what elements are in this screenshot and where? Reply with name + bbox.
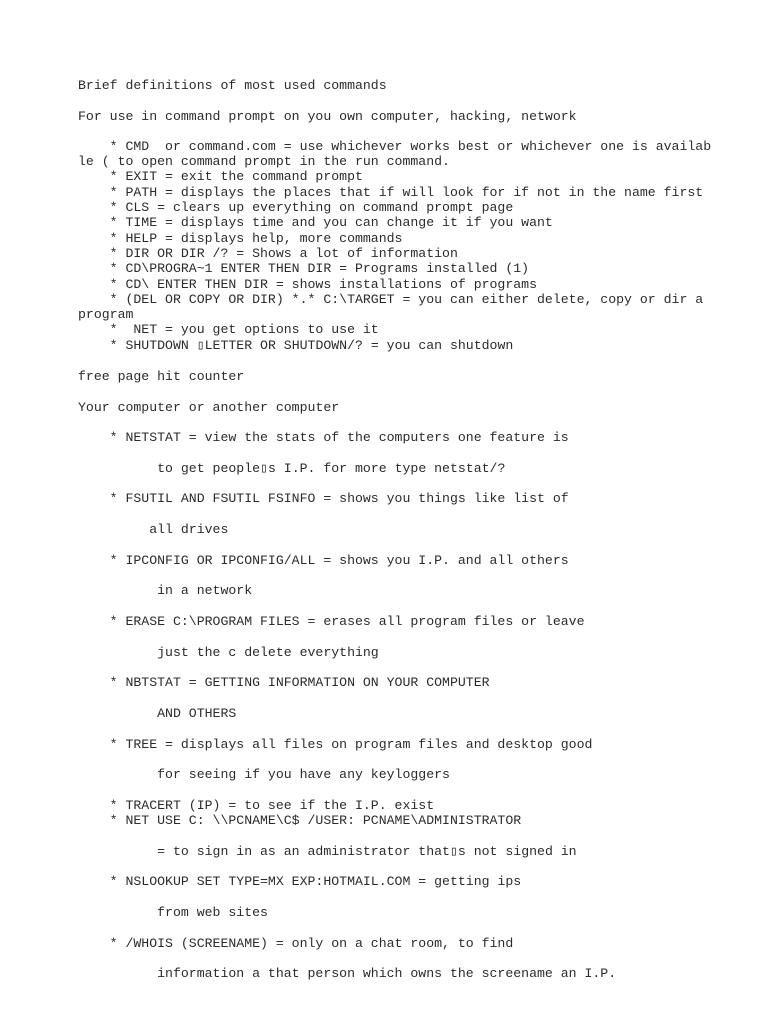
command-line: for seeing if you have any keyloggers [78,767,450,782]
document-subtitle: For use in command prompt on you own computer, hacking, network [78,109,577,124]
command-line: * TRACERT (IP) = to see if the I.P. exist [78,798,435,813]
command-line: = to sign in as an administrator that▯s not signed in [78,844,577,859]
command-line: * CLS = clears up everything on command prompt page [78,200,514,215]
command-line: * CMD or command.com = use whichever works best or whichever one is availab [78,139,712,154]
command-line: program [78,307,134,322]
command-line: to get people▯s I.P. for more type netstat/? [78,461,506,476]
command-line: * SHUTDOWN ▯LETTER OR SHUTDOWN/? = you can shutdown [78,338,514,353]
section-heading: Your computer or another computer [78,400,340,415]
command-line: * NETSTAT = view the stats of the computers one feature is [78,430,569,445]
command-line: * NET USE C: \\PCNAME\C$ /USER: PCNAME\ADMINISTRATOR [78,813,522,828]
command-line: * NET = you get options to use it [78,322,379,337]
command-line: * IPCONFIG OR IPCONFIG/ALL = shows you I.P. and all others [78,553,569,568]
command-line: in a network [78,583,253,598]
command-line: * HELP = displays help, more commands [78,231,403,246]
command-line: * FSUTIL AND FSUTIL FSINFO = shows you things like list of [78,491,569,506]
command-line: * ERASE C:\PROGRAM FILES = erases all program files or leave [78,614,585,629]
command-line: * CD\ ENTER THEN DIR = shows installations of programs [78,277,537,292]
command-line: * CD\PROGRA~1 ENTER THEN DIR = Programs installed (1) [78,261,530,276]
document-title: Brief definitions of most used commands [78,78,387,93]
command-line: from web sites [78,905,268,920]
command-line: AND OTHERS [78,706,237,721]
command-line: all drives [78,522,229,537]
command-line: * NSLOOKUP SET TYPE=MX EXP:HOTMAIL.COM = getting ips [78,874,522,889]
command-line: * /WHOIS (SCREENAME) = only on a chat room, to find [78,936,514,951]
command-line: information a that person which owns the screename an I.P. [78,966,617,981]
command-line: * TREE = displays all files on program files and desktop good [78,737,593,752]
command-line: * NBTSTAT = GETTING INFORMATION ON YOUR COMPUTER [78,675,490,690]
command-line: * TIME = displays time and you can change it if you want [78,215,553,230]
command-line: * (DEL OR COPY OR DIR) *.* C:\TARGET = you can either delete, copy or dir a [78,292,704,307]
hit-counter-text: free page hit counter [78,369,245,384]
command-line: le ( to open command prompt in the run command. [78,154,450,169]
command-line: * EXIT = exit the command prompt [78,169,363,184]
command-line: just the c delete everything [78,645,379,660]
command-line: * PATH = displays the places that if will look for if not in the name first [78,185,704,200]
command-line: * DIR OR DIR /? = Shows a lot of information [78,246,458,261]
